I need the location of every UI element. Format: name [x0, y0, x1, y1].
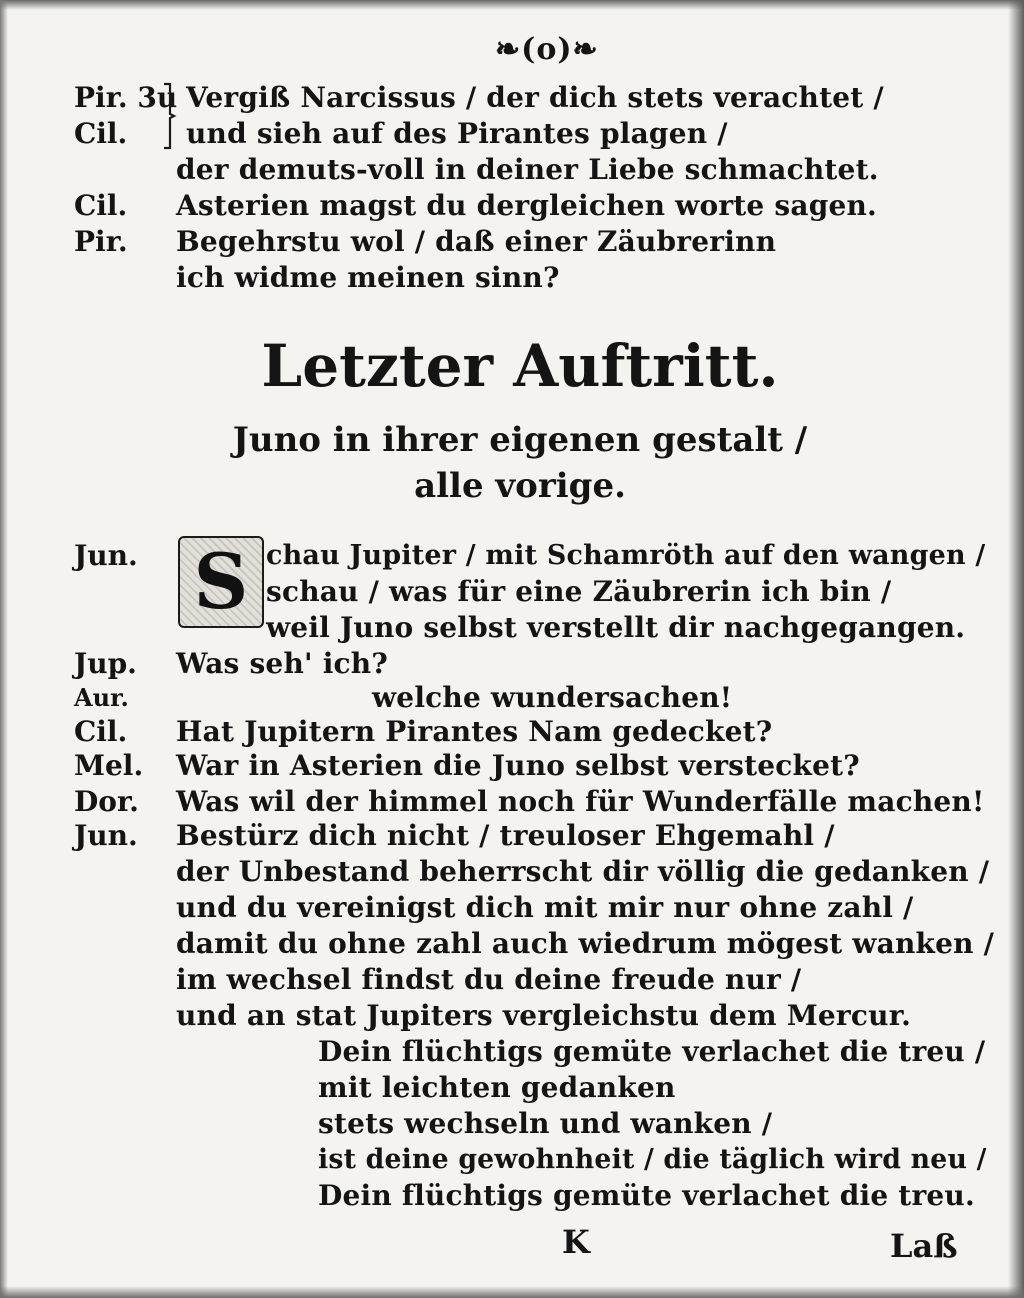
verse-line: und du vereinigst dich mit mir nur ohne zahl / [176, 891, 914, 924]
aria-line: Dein flüchtigs gemüte verlachet die treu / [318, 1035, 986, 1068]
verse-line: Hat Jupitern Pirantes Nam gedecket? [176, 715, 773, 748]
verse-line: Vergiß Narcissus / der dich stets verachtet / [186, 81, 884, 114]
verse-line: schau / was für eine Zäubrerin ich bin / [266, 575, 892, 608]
right-ornament-icon: ❧ [572, 32, 599, 67]
signature-mark: K [562, 1223, 590, 1261]
page-number-text: (o) [521, 32, 573, 67]
left-ornament-icon: ❧ [495, 32, 522, 67]
verse-line: welche wundersachen! [372, 681, 733, 714]
catchword: Laß [890, 1227, 958, 1265]
speaker-label: Jup. [74, 647, 137, 680]
scan-edge-right [1008, 0, 1024, 1298]
verse-line: Was seh' ich? [176, 647, 388, 680]
speaker-label: Mel. [74, 749, 144, 782]
verse-line: damit du ohne zahl auch wiedrum mögest wanken / [176, 927, 995, 960]
speaker-label: Aur. [74, 683, 129, 712]
scan-edge-bottom [0, 1286, 1024, 1298]
verse-line: weil Juno selbst verstellt dir nachgegangen. [266, 611, 966, 644]
verse-line: und an stat Jupiters vergleichstu dem Mercur. [176, 999, 912, 1032]
verse-line: im wechsel findst du deine freude nur / [176, 963, 802, 996]
speaker-label: Dor. [74, 785, 139, 818]
verse-line: der demuts-voll in deiner Liebe schmachtet. [176, 153, 879, 186]
speaker-label: Cil. [74, 189, 128, 222]
verse-line: War in Asterien die Juno selbst verstecket? [176, 749, 860, 782]
verse-line: Begehrstu wol / daß einer Zäubrerinn [176, 225, 777, 258]
aria-line: ist deine gewohnheit / die täglich wird neu / [318, 1144, 987, 1175]
page-number [495, 30, 625, 70]
aria-line: stets wechseln und wanken / [318, 1107, 773, 1140]
speaker-label: Pir. 3u [74, 81, 178, 114]
verse-line: Bestürz dich nicht / treuloser Ehgemahl / [176, 819, 835, 852]
scan-edge-left [0, 0, 8, 1298]
ornamental-initial: S [178, 536, 264, 628]
aria-line: mit leichten gedanken [318, 1071, 676, 1104]
verse-line: und sieh auf des Pirantes plagen / [186, 117, 728, 150]
scene-subtitle-line-2: alle vorige. [414, 466, 626, 506]
verse-line: ich widme meinen sinn? [176, 261, 560, 294]
speaker-label: Pir. [74, 225, 128, 258]
scan-edge-top [0, 0, 1024, 10]
speaker-label: Cil. [74, 117, 128, 150]
speaker-label: Cil. [74, 715, 128, 748]
verse-line: chau Jupiter / mit Schamröth auf den wangen / [266, 540, 986, 571]
scene-subtitle-line-1: Juno in ihrer eigenen gestalt / [232, 420, 808, 460]
verse-line: der Unbestand beherrscht dir völlig die gedanken / [176, 855, 990, 888]
aria-line: Dein flüchtigs gemüte verlachet die treu. [318, 1179, 975, 1212]
speaker-label: Jun. [74, 539, 138, 572]
scene-title: Letzter Auftritt. [261, 332, 779, 400]
speaker-label: Jun. [74, 819, 138, 852]
verse-line: Asterien magst du dergleichen worte sagen. [176, 189, 877, 222]
verse-line: Was wil der himmel noch für Wunderfälle machen! [176, 785, 985, 818]
